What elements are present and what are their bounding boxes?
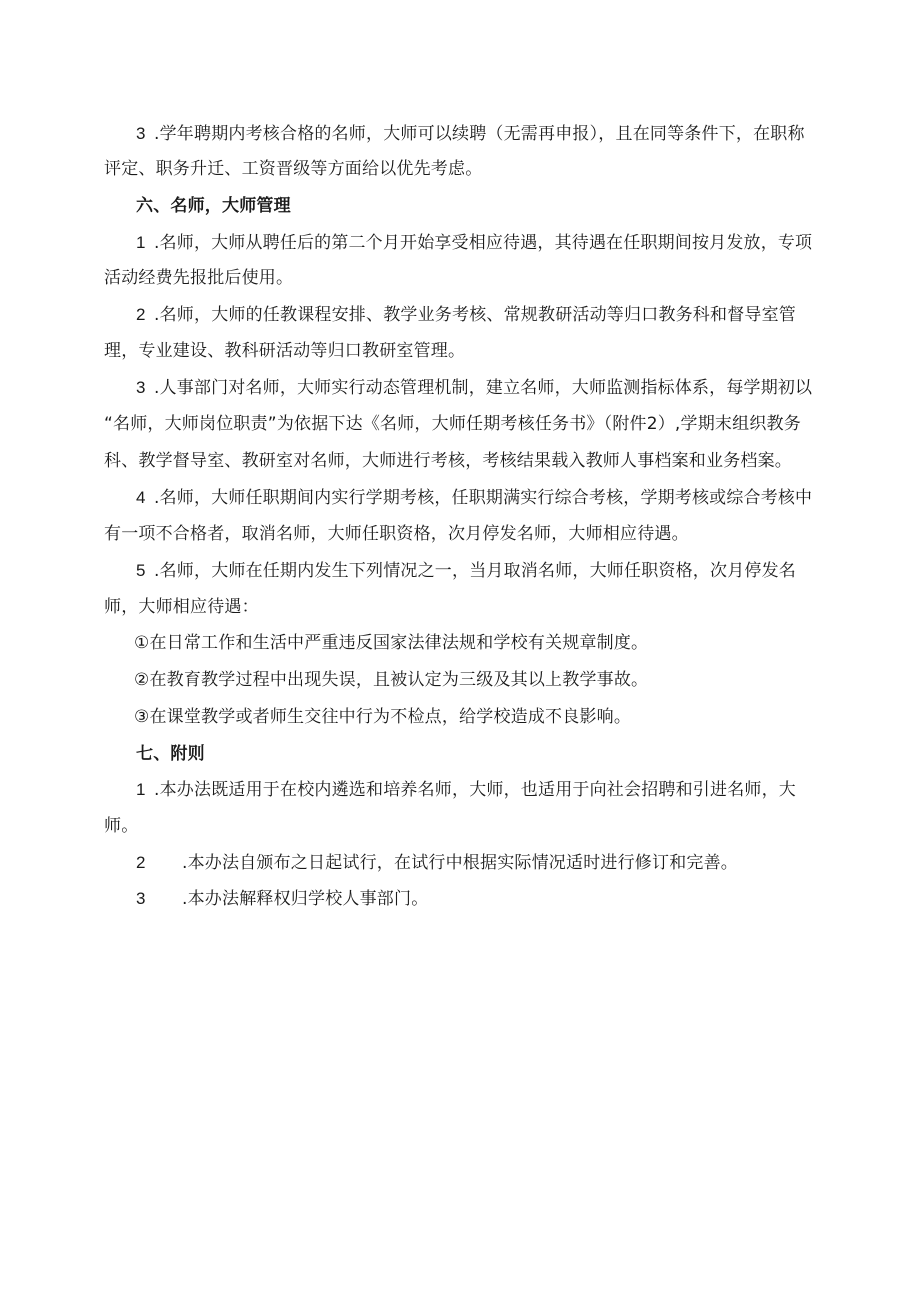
paragraph-line: .名师，大师在任期内发生下列情况之一，当月取消名师，大师任职资格，次月停发名 [154,561,797,581]
item-number: 2 [136,853,146,872]
item-number: 3 [136,889,146,908]
paragraph-line: .名师，大师任职期间内实行学期考核，任职期满实行综合考核，学期考核或综合考核中 [154,488,813,508]
item-number: 1 [136,780,146,799]
paragraph-line: .名师，大师从聘任后的第二个月开始享受相应待遇，其待遇在任职期间按月发放，专项 [154,233,813,253]
paragraph-line: .本办法既适用于在校内遴选和培养名师，大师，也适用于向社会招聘和引进名师，大 [154,780,797,800]
section-heading: 六、名师，大师管理 [136,196,291,216]
item-number: 1 [136,233,146,252]
paragraph-line: 师，大师相应待遇： [104,597,259,617]
paragraph-line: .人事部门对名师，大师实行动态管理机制，建立名师，大师监测指标体系，每学期初以 [154,378,813,398]
section-heading: 七、附则 [136,744,205,764]
paragraph-line: 理，专业建设、教科研活动等归口教研室管理。 [104,341,466,361]
paragraph-line: 师。 [104,816,139,836]
paragraph-line: .学年聘期内考核合格的名师，大师可以续聘（无需再申报），且在同等条件下，在职称 [154,124,805,144]
paragraph-line: 评定、职务升迁、工资晋级等方面给以优先考虑。 [104,159,483,179]
item-number: 5 [136,561,146,580]
paragraph-line: .本办法自颁布之日起试行，在试行中根据实际情况适时进行修订和完善。 [182,853,739,873]
sub-item: ①在日常工作和生活中严重违反国家法律法规和学校有关规章制度。 [134,633,649,653]
paragraph-line: .名师，大师的任教课程安排、教学业务考核、常规教研活动等归口教务科和督导室管 [154,305,797,325]
paragraph-line: 活动经费先报批后使用。 [104,268,294,288]
paragraph-line: 科、教学督导室、教研室对名师，大师进行考核，考核结果载入教师人事档案和业务档案。 [104,451,792,471]
sub-item: ③在课堂教学或者师生交往中行为不检点，给学校造成不良影响。 [134,707,632,727]
item-number: 2 [136,305,146,324]
paragraph-line: .本办法解释权归学校人事部门。 [182,889,429,909]
paragraph-line: 有一项不合格者，取消名师，大师任职资格，次月停发名师，大师相应待遇。 [104,524,689,544]
sub-item: ②在教育教学过程中出现失误，且被认定为三级及其以上教学事故。 [134,670,649,690]
paragraph-line: “名师，大师岗位职责”为依据下达《名师，大师任期考核任务书》（附件2）,学期末组织教务 [104,414,801,434]
item-number: 3 [136,124,146,143]
item-number: 3 [136,378,146,397]
item-number: 4 [136,488,146,507]
